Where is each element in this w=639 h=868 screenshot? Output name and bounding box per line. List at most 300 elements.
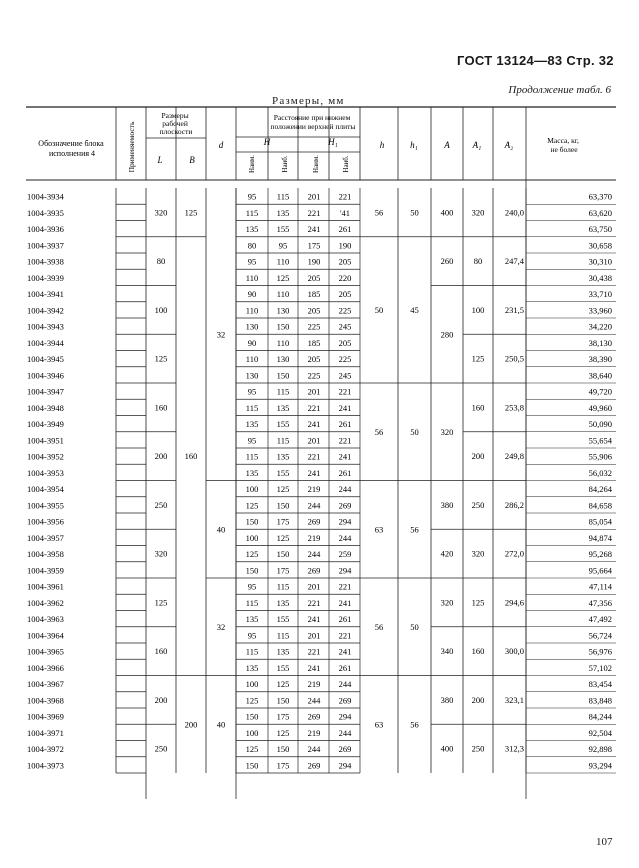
row-H-min: 150: [245, 516, 259, 527]
row-H-min: 100: [245, 532, 259, 543]
col-header-H1: H₁: [328, 137, 338, 147]
row-mass: 56,032: [588, 467, 612, 478]
plate-dims-line-1: Размеры: [161, 111, 189, 120]
row-H1-min: 219: [307, 484, 321, 494]
row-H1-min: 190: [307, 256, 321, 267]
row-code: 1004-3961: [27, 581, 64, 592]
row-H-min: 115: [245, 646, 259, 657]
row-H-max: 155: [276, 419, 290, 429]
row-mass: 84,264: [588, 484, 612, 494]
row-code: 1004-3953: [27, 467, 64, 478]
span-A2: 286,2: [504, 499, 524, 510]
col-header-h: h: [379, 140, 385, 150]
row-H-min: 135: [245, 662, 259, 673]
page-header: ГОСТ 13124—83 Стр. 32: [457, 53, 614, 68]
span-A: 320: [440, 597, 454, 608]
col-header-A: A: [444, 140, 450, 150]
row-mass: 47,492: [588, 614, 612, 624]
span-L: 100: [154, 304, 168, 315]
row-H-max: 175: [276, 565, 290, 576]
row-mass: 33,960: [588, 305, 612, 316]
row-H1-min: 244: [307, 744, 321, 754]
span-A: 320: [440, 426, 454, 437]
row-H1-min: 185: [307, 337, 321, 348]
row-code: 1004-3952: [27, 451, 64, 462]
col-header-d: d: [218, 140, 224, 150]
col-header-H-max: Наиб.: [281, 155, 289, 173]
row-H1-max: 269: [338, 695, 352, 706]
row-H1-min: 269: [307, 565, 321, 576]
row-code: 1004-3937: [27, 240, 64, 251]
row-mass: 30,310: [588, 256, 612, 267]
row-code: 1004-3955: [27, 500, 64, 511]
row-H1-max: 241: [338, 402, 352, 413]
row-H1-max: 269: [338, 744, 352, 754]
row-H-min: 110: [245, 272, 259, 283]
row-H-min: 95: [247, 386, 257, 397]
span-A1: 320: [471, 548, 485, 559]
span-A1: 250: [471, 499, 485, 510]
span-A: 380: [440, 694, 454, 705]
span-A2: 231,5: [504, 304, 524, 315]
plate-dims-line-3: плоскости: [159, 127, 193, 136]
row-H1-max: 244: [338, 484, 352, 494]
row-H1-min: 244: [307, 549, 321, 559]
row-H1-max: 294: [338, 516, 352, 527]
span-A2: 294,6: [504, 597, 524, 608]
span-A2: 250,5: [504, 353, 524, 364]
row-H1-max: 244: [338, 532, 352, 543]
span-L: 200: [154, 451, 168, 462]
row-mass: 55,906: [588, 451, 612, 462]
row-H-min: 150: [245, 760, 259, 771]
row-code: 1004-3934: [27, 191, 64, 202]
row-H-max: 115: [276, 191, 290, 202]
row-H-max: 125: [276, 727, 290, 738]
row-H-min: 100: [245, 727, 259, 738]
row-H-min: 130: [245, 321, 259, 332]
row-mass: 49,960: [588, 402, 612, 413]
row-H1-min: 221: [307, 646, 321, 657]
row-H1-min: 241: [307, 224, 321, 234]
row-H-max: 110: [276, 289, 290, 299]
row-H1-max: 225: [338, 354, 352, 364]
row-H1-max: 245: [338, 321, 352, 332]
page-number: 107: [596, 836, 613, 848]
row-mass: 38,640: [588, 370, 612, 381]
span-A1: 160: [471, 646, 485, 657]
row-H-min: 115: [245, 597, 259, 608]
col-header-H-min: Наим.: [248, 154, 256, 174]
row-code: 1004-3969: [27, 711, 64, 722]
row-code: 1004-3966: [27, 662, 64, 673]
span-d: 40: [216, 719, 226, 730]
span-L: 250: [154, 499, 168, 510]
row-H1-max: 261: [338, 614, 352, 624]
row-H-max: 135: [276, 646, 290, 657]
row-mass: 83,454: [588, 679, 612, 689]
row-H1-min: 175: [307, 240, 321, 251]
row-H-max: 150: [276, 744, 290, 754]
row-H1-max: 294: [338, 760, 352, 771]
span-A1: 200: [471, 694, 485, 705]
row-H1-min: 201: [307, 435, 321, 446]
row-code: 1004-3947: [27, 386, 64, 397]
span-L: 160: [154, 402, 168, 413]
span-L: 80: [156, 256, 166, 267]
row-H-max: 155: [276, 224, 290, 234]
row-H1-max: 269: [338, 500, 352, 511]
span-h1: 56: [410, 719, 419, 730]
row-code: 1004-3963: [27, 614, 64, 624]
row-code: 1004-3962: [27, 597, 64, 608]
row-H1-max: 241: [338, 597, 352, 608]
row-H-min: 150: [245, 565, 259, 576]
row-H1-min: 205: [307, 272, 321, 283]
row-code: 1004-3973: [27, 760, 64, 771]
span-A: 380: [440, 499, 454, 510]
span-B: 125: [184, 207, 198, 218]
row-H1-max: 294: [338, 711, 352, 722]
row-mass: 92,504: [588, 727, 612, 738]
row-H-max: 150: [276, 500, 290, 511]
span-A: 340: [440, 646, 454, 657]
row-H1-max: 221: [338, 191, 352, 202]
row-H1-max: 245: [338, 370, 352, 381]
row-H1-min: 221: [307, 402, 321, 413]
col-header-A1: A₁: [472, 140, 482, 150]
row-H1-min: 201: [307, 386, 321, 397]
span-A1: 320: [471, 207, 485, 218]
row-H1-min: 241: [307, 614, 321, 624]
row-H1-min: 201: [307, 581, 321, 592]
row-H1-min: 241: [307, 662, 321, 673]
row-H-min: 125: [245, 744, 259, 754]
row-H1-min: 269: [307, 516, 321, 527]
row-H-min: 125: [245, 500, 259, 511]
col-header-H1-max: Наиб.: [342, 155, 350, 173]
row-H1-max: '41: [339, 207, 351, 218]
row-H1-max: 261: [338, 419, 352, 429]
row-code: 1004-3959: [27, 565, 64, 576]
span-A1: 125: [471, 597, 485, 608]
span-A: 400: [440, 207, 454, 218]
row-H1-max: 220: [338, 272, 352, 283]
row-H1-min: 201: [307, 191, 321, 202]
row-H-max: 125: [276, 679, 290, 689]
span-A2: 272,0: [504, 548, 524, 559]
row-mass: 47,356: [588, 597, 612, 608]
col-header-H1-min: Наим.: [312, 154, 320, 174]
span-A2: 253,8: [504, 402, 524, 413]
row-H-min: 130: [245, 370, 259, 381]
row-H-min: 80: [247, 240, 257, 251]
row-H-min: 100: [245, 679, 259, 689]
units-caption: Размеры, мм: [272, 95, 345, 107]
span-B: 160: [184, 451, 198, 462]
row-H-max: 125: [276, 484, 290, 494]
span-h1: 50: [410, 426, 419, 437]
row-H-min: 95: [247, 581, 257, 592]
span-A1: 100: [471, 304, 485, 315]
span-L: 125: [154, 597, 168, 608]
span-A: 260: [440, 256, 454, 267]
span-L: 320: [154, 548, 168, 559]
row-code: 1004-3936: [27, 224, 64, 234]
span-h: 56: [374, 207, 384, 218]
row-H-max: 175: [276, 516, 290, 527]
row-code: 1004-3935: [27, 207, 64, 218]
mass-line-2: не более: [550, 145, 578, 154]
row-H1-max: 221: [338, 630, 352, 641]
row-H-max: 125: [276, 532, 290, 543]
row-code: 1004-3949: [27, 419, 64, 429]
row-mass: 49,720: [588, 386, 612, 397]
row-mass: 63,750: [588, 224, 612, 234]
row-H-max: 110: [276, 337, 290, 348]
row-mass: 85,054: [588, 516, 612, 527]
row-H1-max: 221: [338, 435, 352, 446]
row-H1-min: 205: [307, 354, 321, 364]
col-header-plate-dims: [160, 111, 193, 136]
row-H-max: 155: [276, 467, 290, 478]
row-H-min: 110: [245, 305, 259, 316]
row-H-max: 175: [276, 760, 290, 771]
row-mass: 56,724: [588, 630, 612, 641]
row-code: 1004-3964: [27, 630, 64, 641]
row-mass: 30,438: [588, 272, 612, 283]
span-L: 320: [154, 207, 168, 218]
span-d: 32: [216, 329, 226, 340]
span-h: 50: [374, 304, 384, 315]
row-code: 1004-3939: [27, 272, 64, 283]
row-H1-max: 225: [338, 305, 352, 316]
row-H-max: 150: [276, 695, 290, 706]
row-code: 1004-3943: [27, 321, 64, 332]
table-rules: [26, 107, 616, 799]
row-H-max: 150: [276, 321, 290, 332]
row-mass: 56,976: [588, 646, 612, 657]
row-H1-max: 190: [338, 240, 352, 251]
row-H1-min: 244: [307, 500, 321, 511]
row-H-max: 130: [276, 305, 290, 316]
span-A2: 323,1: [504, 694, 524, 705]
designation-line-1: Обозначение блока: [38, 139, 104, 148]
row-H-min: 115: [245, 451, 259, 462]
row-H1-min: 219: [307, 679, 321, 689]
row-code: 1004-3948: [27, 402, 64, 413]
mass-line-1: Масса, кг,: [547, 136, 579, 145]
row-code: 1004-3942: [27, 305, 64, 316]
row-H-min: 95: [247, 435, 257, 446]
row-code: 1004-3971: [27, 727, 64, 738]
row-mass: 38,390: [588, 354, 612, 364]
col-header-H: H: [263, 137, 271, 147]
row-H-max: 175: [276, 711, 290, 722]
row-H1-min: 225: [307, 321, 321, 332]
distance-line-2: положении верхней плиты: [270, 122, 356, 131]
row-H-max: 155: [276, 614, 290, 624]
row-mass: 50,090: [588, 419, 612, 429]
row-code: 1004-3957: [27, 532, 64, 543]
row-H-max: 130: [276, 354, 290, 364]
row-H-min: 115: [245, 207, 259, 218]
row-mass: 57,102: [588, 662, 612, 673]
col-header-distance: [271, 113, 356, 131]
span-A2: 300,0: [504, 646, 524, 657]
row-mass: 93,294: [588, 760, 612, 771]
row-H1-min: 219: [307, 727, 321, 738]
span-h: 56: [374, 426, 384, 437]
span-h1: 56: [410, 524, 419, 535]
row-H-min: 135: [245, 467, 259, 478]
row-H1-max: 261: [338, 224, 352, 234]
row-H1-max: 261: [338, 467, 352, 478]
row-H-min: 150: [245, 711, 259, 722]
table-continuation-note: Продолжение табл. 6: [508, 84, 611, 96]
row-H-max: 115: [276, 581, 290, 592]
span-L: 160: [154, 646, 168, 657]
row-H-min: 125: [245, 549, 259, 559]
row-H1-min: 241: [307, 467, 321, 478]
row-H1-min: 205: [307, 305, 321, 316]
span-h: 56: [374, 621, 384, 632]
col-header-A2: A₂: [504, 140, 514, 150]
span-A1: 80: [473, 256, 483, 267]
span-L: 125: [154, 353, 168, 364]
span-h: 63: [374, 524, 384, 535]
row-mass: 83,848: [588, 695, 612, 706]
row-H1-max: 205: [338, 256, 352, 267]
plate-dims-line-2: рабочей: [162, 119, 188, 128]
row-H-max: 150: [276, 549, 290, 559]
row-H-max: 115: [276, 435, 290, 446]
row-H-max: 150: [276, 370, 290, 381]
row-mass: 84,244: [588, 711, 612, 722]
span-A: 280: [440, 329, 454, 340]
row-mass: 38,130: [588, 337, 612, 348]
row-H1-max: 221: [338, 386, 352, 397]
row-H1-min: 225: [307, 370, 321, 381]
col-header-B: B: [189, 155, 195, 165]
col-header-designation: [38, 139, 105, 158]
row-H1-max: 241: [338, 646, 352, 657]
row-mass: 95,664: [588, 565, 612, 576]
row-mass: 33,710: [588, 289, 612, 299]
row-H1-max: 221: [338, 581, 352, 592]
row-H-min: 90: [247, 289, 257, 299]
row-mass: 30,658: [588, 240, 612, 251]
row-H1-max: 259: [338, 549, 352, 559]
row-H1-max: 205: [338, 337, 352, 348]
row-code: 1004-3945: [27, 354, 64, 364]
row-H1-max: 244: [338, 679, 352, 689]
row-H1-max: 261: [338, 662, 352, 673]
col-header-h1: h₁: [410, 140, 418, 150]
col-header-applicability: Применяемость: [127, 121, 136, 173]
col-header-mass: [547, 136, 580, 154]
row-mass: 95,268: [588, 549, 612, 559]
row-code: 1004-3941: [27, 289, 64, 299]
row-mass: 34,220: [588, 321, 612, 332]
row-H-min: 90: [247, 337, 257, 348]
row-H1-min: 201: [307, 630, 321, 641]
row-code: 1004-3954: [27, 484, 64, 494]
row-H-max: 155: [276, 662, 290, 673]
row-mass: 92,898: [588, 744, 612, 754]
span-A1: 125: [471, 353, 485, 364]
span-L: 200: [154, 694, 168, 705]
span-B: 200: [184, 719, 198, 730]
col-header-L: L: [157, 155, 163, 165]
row-mass: 63,620: [588, 207, 612, 218]
row-H1-max: 294: [338, 565, 352, 576]
row-H-min: 115: [245, 402, 259, 413]
row-H-max: 95: [278, 240, 288, 251]
span-h1: 50: [410, 621, 419, 632]
span-A: 420: [440, 548, 454, 559]
row-H-min: 95: [247, 630, 257, 641]
row-H-max: 135: [276, 402, 290, 413]
row-H-max: 115: [276, 630, 290, 641]
row-H-min: 95: [247, 256, 257, 267]
span-h: 63: [374, 719, 384, 730]
row-H1-max: 244: [338, 727, 352, 738]
span-A: 400: [440, 743, 454, 754]
span-L: 250: [154, 743, 168, 754]
row-H-max: 135: [276, 597, 290, 608]
span-A1: 250: [471, 743, 485, 754]
row-code: 1004-3958: [27, 549, 64, 559]
row-H1-max: 205: [338, 289, 352, 299]
span-A2: 247,4: [504, 256, 524, 267]
row-H1-min: 221: [307, 597, 321, 608]
row-code: 1004-3965: [27, 646, 64, 657]
span-h1: 50: [410, 207, 419, 218]
row-code: 1004-3944: [27, 337, 64, 348]
span-d: 32: [216, 621, 226, 632]
row-mass: 63,370: [588, 191, 612, 202]
row-H1-min: 241: [307, 419, 321, 429]
row-code: 1004-3951: [27, 435, 64, 446]
row-H1-min: 269: [307, 711, 321, 722]
row-H1-max: 241: [338, 451, 352, 462]
row-code: 1004-3956: [27, 516, 64, 527]
row-mass: 55,654: [588, 435, 612, 446]
row-H-min: 135: [245, 419, 259, 429]
designation-line-2: исполнения 4: [48, 149, 96, 158]
row-H-max: 135: [276, 451, 290, 462]
row-H1-min: 221: [307, 207, 321, 218]
span-A1: 200: [471, 451, 485, 462]
row-H-min: 110: [245, 354, 259, 364]
row-mass: 94,874: [588, 532, 612, 543]
row-code: 1004-3946: [27, 370, 64, 381]
row-H-min: 135: [245, 614, 259, 624]
span-A1: 160: [471, 402, 485, 413]
row-code: 1004-3938: [27, 256, 64, 267]
span-A2: 240,0: [504, 207, 524, 218]
span-A2: 312,3: [504, 743, 524, 754]
span-A2: 249,8: [504, 451, 524, 462]
distance-line-1: Расстояние при нижнем: [273, 113, 351, 122]
row-mass: 84,658: [588, 500, 612, 511]
row-H1-min: 185: [307, 289, 321, 299]
row-H-max: 110: [276, 256, 290, 267]
row-H1-min: 244: [307, 695, 321, 706]
row-H-max: 115: [276, 386, 290, 397]
row-H1-min: 221: [307, 451, 321, 462]
